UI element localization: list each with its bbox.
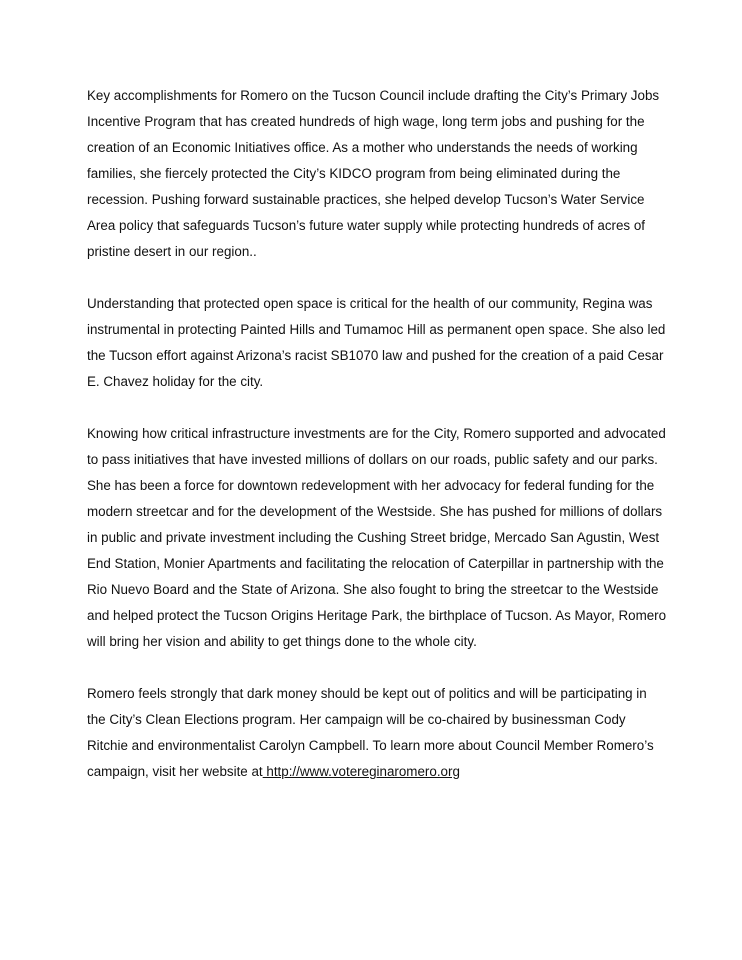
paragraph-infrastructure-text: Knowing how critical infrastructure investments are for the City, Romero supported and advocated to pass initiatives that have invested millions of dollars on our roads, public safety and our parks. She has been a force for downtown redevelopment with her advocacy for federal funding for the modern streetcar and for the development of the Westside. She has pushed for millions of dollars in public and private investment including the Cushing Street bridge, Mercado San Agustin, West End Station, Monier Apartments and facilitating the relocation of Caterpillar in partnership with the Rio Nuevo Board and the State of Arizona. She also fought to bring the streetcar to the Westside and helped protect the Tucson Origins Heritage Park, the birthplace of Tucson. As Mayor, Romero will bring her vision and ability to get things done to the whole city. — [87, 426, 667, 649]
paragraph-clean-elections-text: Romero feels strongly that dark money should be kept out of politics and will be participating in the City’s Clean Elections program. Her campaign will be co-chaired by businessman Cody Ritchie and environmentalist Carolyn Campbell. To learn more about Council Member Romero’s campaign, visit her website at — [87, 686, 654, 779]
paragraph-accomplishments — [87, 83, 667, 265]
paragraph-clean-elections — [87, 681, 667, 785]
paragraph-open-space-text: Understanding that protected open space is critical for the health of our community, Regina was instrumental in protecting Painted Hills and Tumamoc Hill as permanent open space. She also led the Tucson effort against Arizona’s racist SB1070 law and pushed for the creation of a paid Cesar E. Chavez holiday for the city. — [87, 296, 666, 389]
document-page — [87, 83, 667, 811]
paragraph-accomplishments-text: Key accomplishments for Romero on the Tucson Council include drafting the City’s Primary Jobs Incentive Program that has created hundreds of high wage, long term jobs and pushing for the creation of an Economic Initiatives office. As a mother who understands the needs of working families, she fiercely protected the City’s KIDCO program from being eliminated during the recession. Pushing forward sustainable practices, she helped develop Tucson’s Water Service Area policy that safeguards Tucson’s future water supply while protecting hundreds of acres of pristine desert in our region.. — [87, 88, 660, 259]
paragraph-infrastructure — [87, 421, 667, 655]
paragraph-open-space — [87, 291, 667, 395]
website-link[interactable]: http://www.votereginaromero.org — [262, 764, 460, 779]
